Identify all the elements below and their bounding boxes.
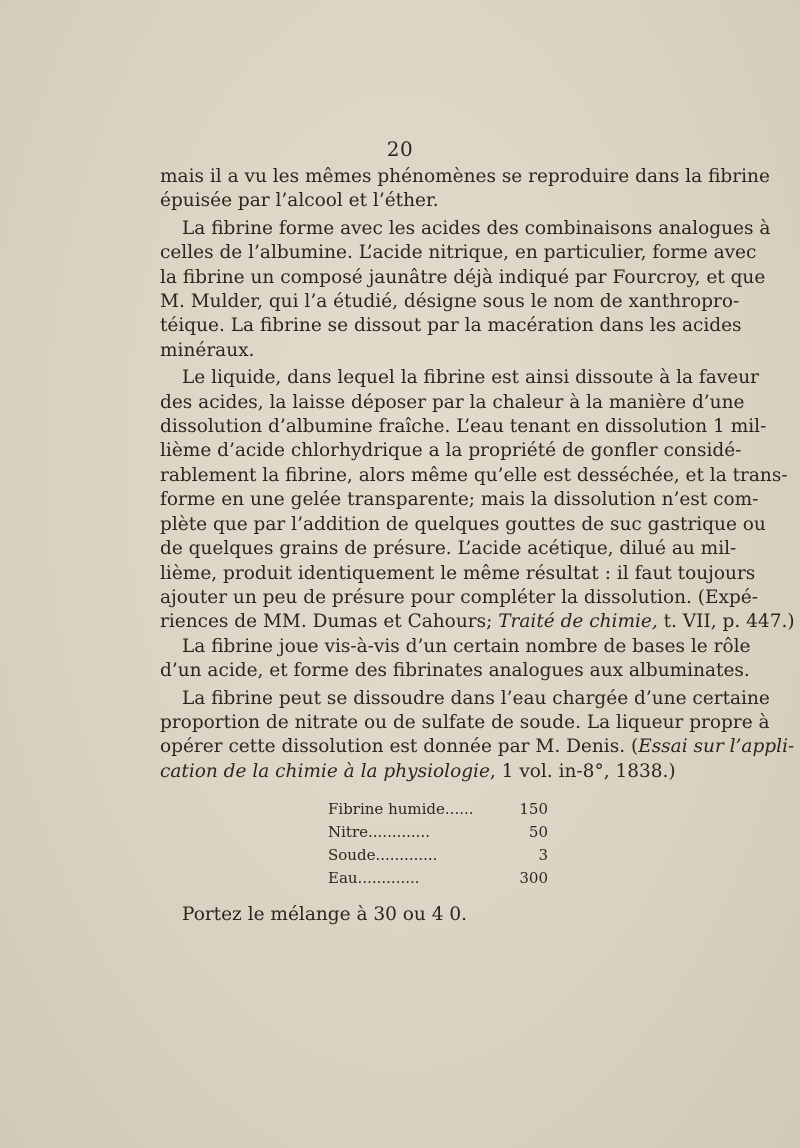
text-line: dissolution d’albumine fraîche. L’eau tenant en dissolution 1 mil-: [160, 416, 767, 438]
text-line: lième, produit identiquement le même résultat : il faut toujours: [160, 562, 756, 584]
text-line: d’un acide, et forme des fibrinates analogues aux albuminates.: [160, 660, 750, 682]
text-line: plète que par l’addition de quelques gouttes de suc gastrique ou: [160, 513, 766, 535]
text-line: des acides, la laisse déposer par la chaleur à la manière d’une: [160, 391, 745, 413]
table-row: [328, 798, 548, 821]
text-line: La fibrine joue vis-à-vis d’un certain nombre de bases le rôle: [182, 635, 751, 657]
text-line: mais il a vu les mêmes phénomènes se reproduire dans la fibrine: [160, 166, 770, 187]
table-row: [328, 821, 548, 844]
ingredient-value: 50: [528, 823, 548, 841]
text-line: opérer cette dissolution est donnée par M. Denis. (Essai sur l’appli-: [160, 736, 795, 758]
text-line: M. Mulder, qui l’a étudié, désigne sous le nom de xanthropro-: [160, 291, 740, 313]
text-line: ajouter un peu de présure pour compléter la dissolution. (Expé-: [160, 586, 758, 608]
ingredient-label: Soude.............: [328, 846, 438, 864]
body-text: [160, 165, 795, 784]
text-line: minéraux.: [160, 339, 255, 361]
text-line: riences de MM. Dumas et Cahours; Traité de chimie, t. VII, p. 447.): [160, 611, 795, 633]
text-line: épuisée par l’alcool et l’éther.: [160, 190, 439, 212]
text-line: Le liquide, dans lequel la fibrine est ainsi dissoute à la faveur: [182, 367, 759, 389]
text-line: celles de l’albumine. L’acide nitrique, en particulier, forme avec: [160, 242, 757, 264]
ingredient-value: 300: [519, 869, 548, 887]
table-row: [328, 844, 548, 867]
ingredient-label: Fibrine humide......: [328, 800, 474, 818]
text-line: proportion de nitrate ou de sulfate de soude. La liqueur propre à: [160, 711, 770, 733]
text-line: forme en une gelée transparente; mais la dissolution n’est com-: [160, 489, 759, 511]
text-line: cation de la chimie à la physiologie, 1 vol. in-8°, 1838.): [160, 760, 676, 782]
text-line: de quelques grains de présure. L’acide acétique, dilué au mil-: [160, 538, 737, 560]
final-instruction: Portez le mélange à 30 ou 4 0.: [182, 904, 468, 925]
ingredient-label: Eau.............: [328, 869, 420, 887]
ingredient-label: Nitre.............: [328, 823, 430, 841]
ingredient-value: 3: [538, 846, 548, 864]
text-line: La fibrine forme avec les acides des combinaisons analogues à: [182, 217, 771, 239]
text-line: La fibrine peut se dissoudre dans l’eau chargée d’une certaine: [182, 687, 770, 709]
ingredient-value: 150: [519, 800, 548, 818]
text-line: téique. La fibrine se dissout par la macération dans les acides: [160, 315, 742, 337]
text-line: rablement la fibrine, alors même qu’elle est desséchée, et la trans-: [160, 464, 788, 486]
table-row: [328, 867, 548, 890]
page-number: 20: [386, 137, 414, 161]
text-line: la fibrine un composé jaunâtre déjà indiqué par Fourcroy, et que: [160, 266, 766, 288]
recipe-table: [328, 798, 548, 890]
text-line: lième d’acide chlorhydrique a la propriété de gonfler considé-: [160, 440, 742, 462]
